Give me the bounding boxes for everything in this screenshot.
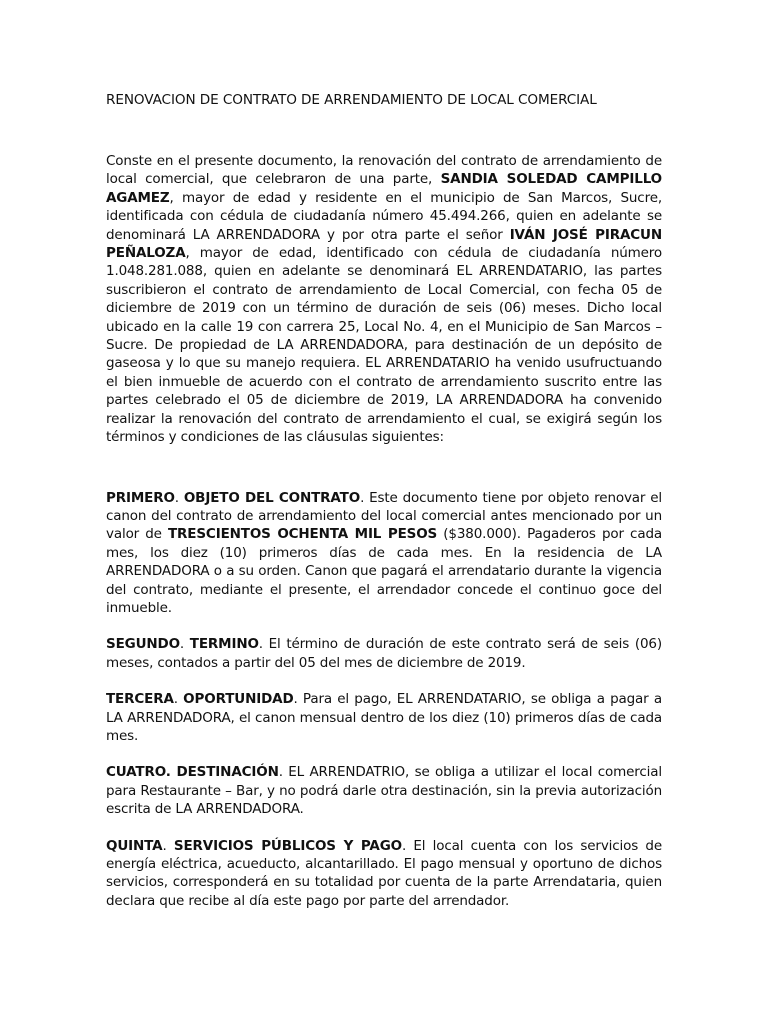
lessor-name: SANDIA SOLEDAD CAMPILLO AGAMEZ — [106, 171, 662, 206]
clause-heading: OPORTUNIDAD — [183, 691, 294, 708]
intro-text-2: , mayor de edad y residente en el municipio de San Marcos, Sucre, identificada con cédula de ciudadanía número 45.494.266, quien en adelante se denominará LA ARRENDADORA y por otra parte el señor — [106, 189, 662, 243]
clause-number: SEGUNDO — [106, 636, 180, 653]
clause-number: PRIMERO — [106, 489, 175, 506]
clause-text: . El local cuenta con los servicios de energía eléctrica, acueducto, alcantarillado. El pago mensual y oportuno de dichos servicios, corresponderá en su totalidad por cuenta de la parte Arrendataria, quien declara que recibe al día este pago por parte del arrendador. — [106, 837, 662, 909]
clause-text: . EL ARRENDATRIO, se obliga a utilizar el local comercial para Restaurante – Bar, y no podrá darle otra destinación, sin la previa autorización escrita de LA ARRENDADORA. — [106, 764, 662, 818]
clause-quinta: QUINTA. SERVICIOS PÚBLICOS Y PAGO. El local cuenta con los servicios de energía eléctrica, acueducto, alcantarillado. El pago mensual y oportuno de dichos servicios, corresponderá en su totalidad por cuenta de la parte Arrendataria, quien declara que recibe al día este pago por parte del arrendador. — [106, 837, 662, 909]
clause-tercera: TERCERA. OPORTUNIDAD. Para el pago, EL ARRENDATARIO, se obliga a pagar a LA ARRENDADORA, el canon mensual dentro de los diez (10) primeros días de cada mes. — [106, 691, 662, 744]
clause-text-2: ($380.000). Pagaderos por cada mes, los diez (10) primeros días de cada mes. En la residencia de LA ARRENDADORA o a su orden. Canon que pagará el arrendatario durante la vigencia del contrato, mediante el presente, el arrendador concede el continuo goce del inmueble. — [106, 526, 662, 616]
clause-text: . El término de duración de este contrato será de seis (06) meses, contados a partir del 05 del mes de diciembre de 2019. — [106, 636, 662, 671]
clause-text: . Para el pago, EL ARRENDATARIO, se obliga a pagar a LA ARRENDADORA, el canon mensual dentro de los diez (10) primeros días de cada mes. — [106, 691, 662, 744]
clause-cuatro — [106, 763, 662, 818]
amount-in-words: TRESCIENTOS OCHENTA MIL PESOS — [167, 526, 438, 543]
clause-heading: TERMINO — [189, 636, 259, 653]
clause-heading: CUATRO. DESTINACIÓN — [106, 764, 279, 781]
intro-text-3: , mayor de edad, identificado con cédula de ciudadanía número 1.048.281.088, quien en adelante se denominará EL ARRENDATARIO, las partes suscribieron el contrato de arrendamiento de Local Comercial, con fecha 05 de diciembre de 2019 con un término de duración de seis (06) meses. Dicho local ubicado en la calle 19 con carrera 25, Local No. 4, en el Municipio de San Marcos – Sucre. De propiedad de LA ARRENDADORA, para destinación de un depósito de gaseosa y lo que su manejo requiera. EL ARRENDATARIO ha venido usufructuando el bien inmueble de acuerdo con el contrato de arrendamiento suscrito entre las partes celebrado el 05 de diciembre de 2019, LA ARRENDADORA ha convenido realizar la renovación del contrato de arrendamiento el cual, se exigirá según los términos y condiciones de las cláusulas siguientes: — [106, 245, 662, 446]
clause-text-1: . Este documento tiene por objeto renovar el canon del contrato de arrendamiento del local comercial antes mencionado por un valor de — [106, 489, 662, 543]
intro-text-1: Conste en el presente documento, la renovación del contrato de arrendamiento de local comercial, que celebraron de una parte, — [106, 153, 662, 188]
clause-heading: SERVICIOS PÚBLICOS Y PAGO — [173, 837, 402, 854]
clause-segundo: SEGUNDO. TERMINO. El término de duración de este contrato será de seis (06) meses, contados a partir del 05 del mes de diciembre de 2019. — [106, 636, 662, 671]
clause-heading: OBJETO DEL CONTRATO — [183, 489, 361, 506]
clause-number: TERCERA — [106, 691, 174, 708]
document-title: RENOVACION DE CONTRATO DE ARRENDAMIENTO DE LOCAL COMERCIAL — [106, 92, 597, 108]
clause-primero: PRIMERO. OBJETO DEL CONTRATO. Este documento tiene por objeto renovar el canon del contrato de arrendamiento del local comercial antes mencionado por un valor de TRESCIENTOS OCHENTA MIL PESOS ($380.000). Pagaderos por cada mes, los diez (10) primeros días de cada mes. En la residencia de LA ARRENDADORA o a su orden. Canon que pagará el arrendatario durante la vigencia del contrato, mediante el presente, el arrendador concede el continuo goce del inmueble. — [106, 489, 662, 616]
clause-number: QUINTA — [106, 837, 163, 854]
intro-paragraph — [106, 152, 662, 447]
lessee-name: IVÁN JOSÉ PIRACUN PEÑALOZA — [106, 226, 662, 262]
